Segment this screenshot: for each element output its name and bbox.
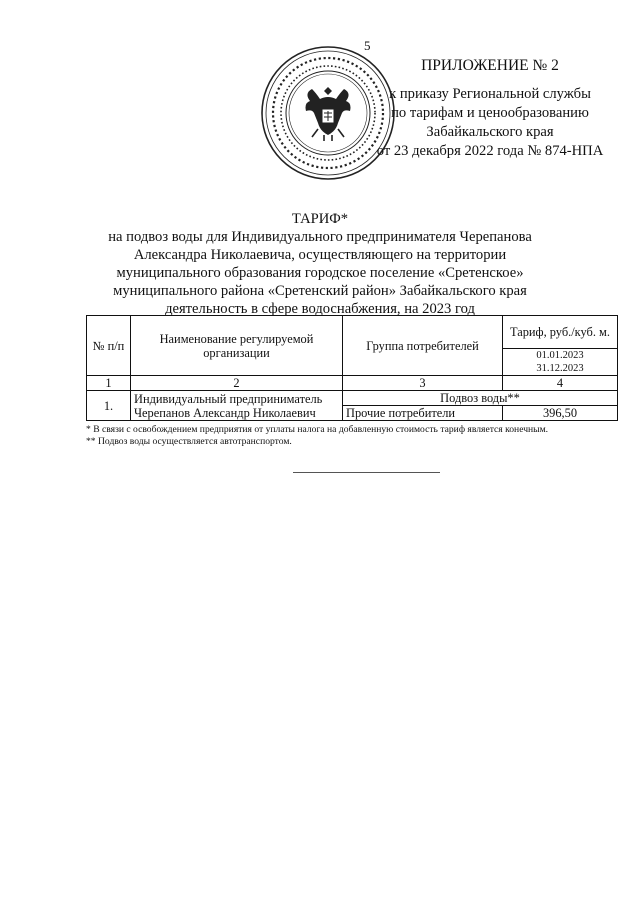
coat-of-arms-icon [306,87,351,141]
tariff-table [86,315,618,421]
title-line-3: муниципального образования городское поселение «Сретенское» [116,265,524,281]
title-main: ТАРИФ* [291,211,349,227]
period-end: 31.12.2023 [536,363,584,374]
title-line-5: деятельность в сфере водоснабжения, на 2023 год [165,301,475,317]
appendix-line-4: от 23 декабря 2022 года № 874-НПА [376,143,604,159]
header-tariff: Тариф, руб./куб. м. [503,316,618,349]
appendix-title: ПРИЛОЖЕНИЕ № 2 [421,57,559,74]
title-line-4: муниципального района «Сретенский район» Забайкальского края [113,283,527,299]
appendix-line-1: к приказу Региональной службы [389,86,591,102]
header-period [503,349,618,376]
appendix-block [360,56,620,161]
row-group: Прочие потребители [343,406,503,421]
col-number-4: 4 [503,376,618,391]
column-number-row [87,376,618,391]
appendix-line-2: по тарифам и ценообразованию [391,105,589,121]
header-num: № п/п [87,316,131,376]
title-line-2: Александра Николаевича, осуществляющего на территории [133,247,507,263]
col-number-3: 3 [343,376,503,391]
page-number: 5 [364,38,371,53]
row-num: 1. [87,391,131,421]
table-row [87,391,618,406]
document-title [80,210,560,318]
col-number-1: 1 [87,376,131,391]
period-start: 01.01.2023 [536,350,584,361]
row-org [131,391,343,421]
footnotes [86,424,626,448]
row-org-line-1: Индивидуальный предприниматель [134,391,323,406]
title-line-1: на подвоз воды для Индивидуального предпринимателя Черепанова [108,229,532,245]
row-tariff: 396,50 [503,406,618,421]
row-section: Подвоз воды** [343,391,618,406]
appendix-line-3: Забайкальского края [426,124,554,140]
bottom-rule [293,472,440,473]
col-number-2: 2 [131,376,343,391]
header-org: Наименование регулируемой организации [131,316,343,376]
row-org-line-2: Черепанов Александр Николаевич [134,405,316,420]
header-group: Группа потребителей [343,316,503,376]
table-header-row [87,316,618,349]
footnote-1: * В связи с освобождением предприятия от уплаты налога на добавленную стоимость тариф является конечным. [86,424,549,435]
footnote-2: ** Подвоз воды осуществляется автотранспортом. [86,436,292,447]
